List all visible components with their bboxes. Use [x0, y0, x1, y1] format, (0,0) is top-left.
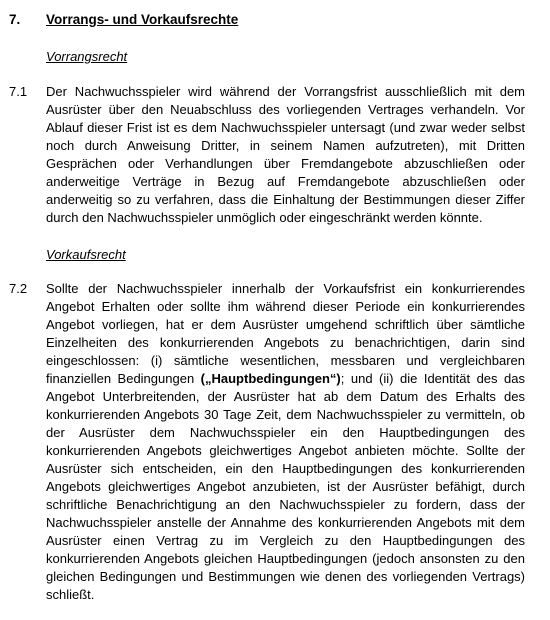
clause-text-7-2 [46, 280, 525, 604]
subheading-vorrangsrecht: Vorrangsrecht [46, 49, 128, 64]
subheading-vorkaufsrecht: Vorkaufsrecht [46, 247, 126, 262]
section-title: Vorrangs- und Vorkaufsrechte [46, 12, 239, 27]
section-heading [9, 11, 238, 29]
clause-text-7-2-part-1: Sollte der Nachwuchsspieler innerhalb der Vorkaufsfrist ein konkurrierendes Angebot Erhalten oder sollte ihm während dieser Periode ein konkurrierendes Angebot vorliegen, hat er dem Ausrüster umgehend schriftlich über sämtliche Einzelheiten des konkurrierenden Angebots zu benachrichtigen, darin sind eingeschlossen: (i) sämtliche wesentlichen, messbaren und vergleichbaren finanziellen Bedingungen [46, 281, 525, 386]
clause-text-7-1: Der Nachwuchsspieler wird während der Vorrangsfrist ausschließlich mit dem Ausrüster über den Neuabschluss des vorliegenden Vertrages verhandeln. Vor Ablauf dieser Frist ist es dem Nachwuchsspieler untersagt (und zwar weder selbst noch durch Anweisung Dritter, in seinem Namen aufzutreten), mit Dritten Gesprächen oder Verhandlungen über Fremdangebote abzuschließen oder anderweitige Verträge in Bezug auf Fremdangebote abzuschließen oder anderweitig so zu verfahren, dass die Einhaltung der Bestimmungen dieser Ziffer durch den Nachwuchsspieler unmöglich oder eingeschränkt werden könnte. [46, 84, 525, 225]
defined-term-hauptbedingungen: („Hauptbedingungen“) [200, 371, 341, 386]
clause-number-7-2: 7.2 [9, 281, 28, 296]
clause-text-7-2-part-2: ; und (ii) die Identität des das Angebot Unterbreitenden, der Ausrüster hat ab dem Datum des Erhalts des konkurrierenden Angebots 30 Tage Zeit, dem Nachwuchsspieler zu vermitteln, ob der Ausrüster dem Nachwuchsspieler ein den Hauptbedingungen des konkurrierenden Angebots gleichwertiges Angebot anbieten möchte. Sollte der Ausrüster sich entscheiden, ein den Hauptbedingungen des konkurrierenden Angebots gleichwertiges Angebot anzubieten, ist der Ausrüster befähigt, durch schriftliche Benachrichtigung an den Nachwuchsspieler zu fordern, dass der Nachwuchsspieler anstelle der Annahme des konkurrierenden Angebots mit dem Ausrüster einen Vertrag zu im Vergleich zu den Hauptbedingungen des konkurrierenden Angebots gleichen Hauptbedingungen (jedoch ansonsten zu den gleichen Bedingungen und Bestimmungen wie denen des vorliegenden Vertrags) schließt. [46, 371, 525, 602]
section-number: 7. [9, 12, 21, 27]
clause-number-7-1: 7.1 [9, 84, 28, 99]
